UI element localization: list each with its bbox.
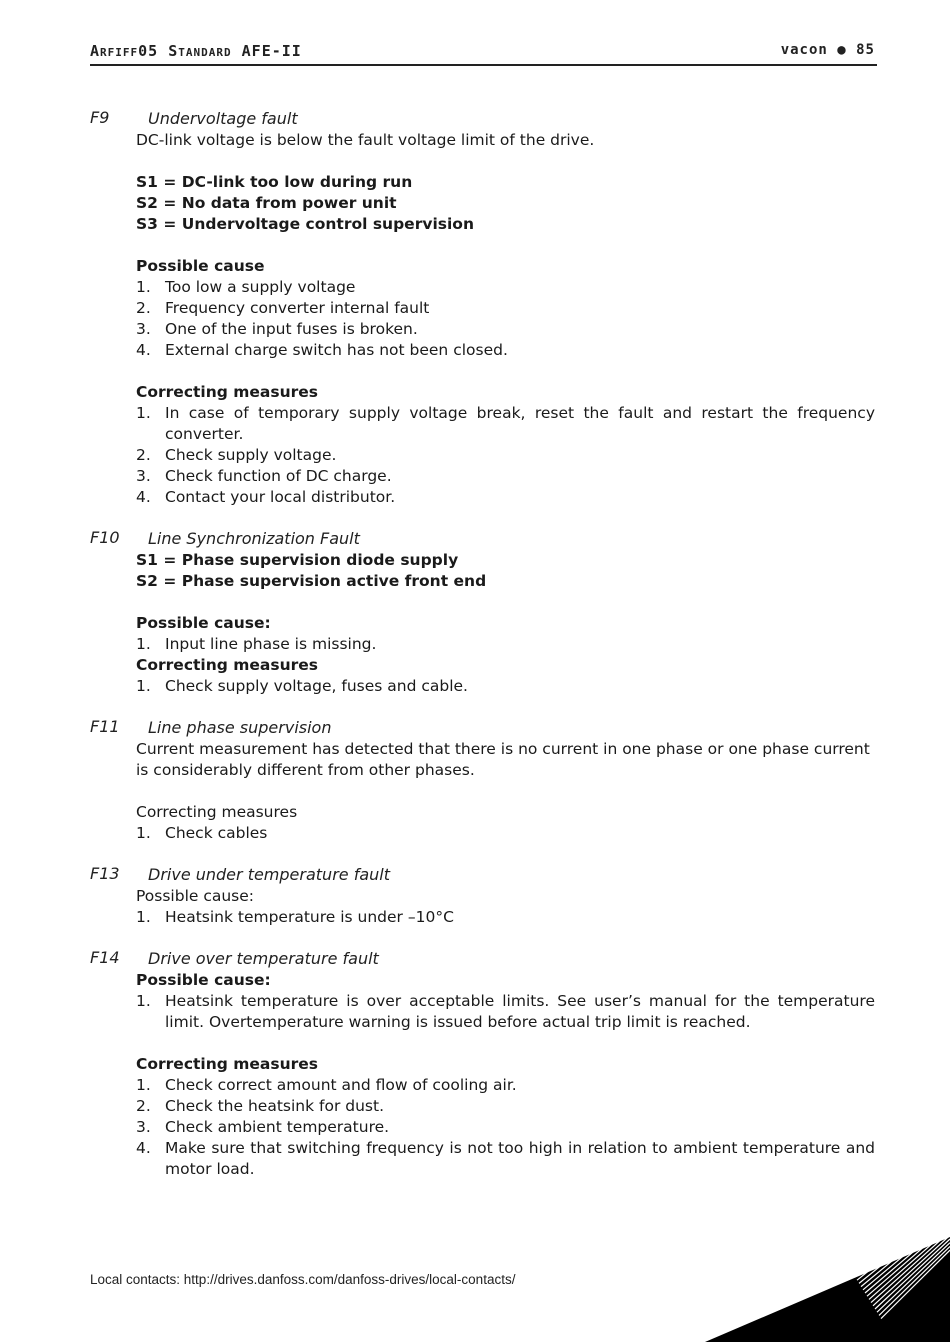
list-item-text: In case of temporary supply voltage break, reset the fault and restart the frequency converter.	[165, 404, 875, 443]
paragraph: Correcting measures	[136, 803, 298, 821]
list-item-text: Check function of DC charge.	[165, 467, 392, 485]
fault-body	[136, 886, 875, 928]
page-header	[90, 40, 877, 66]
list-item	[136, 1138, 875, 1180]
paragraph: DC-link voltage is below the fault voltage limit of the drive.	[136, 131, 595, 149]
list-number: 1.	[136, 908, 151, 926]
list-item	[136, 676, 875, 697]
list-item	[136, 991, 875, 1033]
spacer	[136, 235, 875, 256]
numbered-list	[136, 676, 875, 697]
numbered-list	[136, 991, 875, 1033]
list-item-text: Input line phase is missing.	[165, 635, 377, 653]
list-number: 1.	[136, 635, 151, 653]
fault-section	[90, 528, 875, 697]
bold-line: Possible cause:	[136, 971, 271, 989]
list-number: 4.	[136, 488, 151, 506]
list-item	[136, 1117, 875, 1138]
bold-line: S1 = Phase supervision diode supply	[136, 551, 459, 569]
fault-title: Line phase supervision	[148, 718, 332, 737]
paragraph: Current measurement has detected that there is no current in one phase or one phase current is considerably different from other phases.	[136, 740, 870, 779]
list-item-text: Too low a supply voltage	[165, 278, 356, 296]
list-item	[136, 298, 875, 319]
fault-list	[90, 108, 875, 1200]
list-item-text: External charge switch has not been closed.	[165, 341, 508, 359]
spacer	[136, 151, 875, 172]
fault-code: F11	[90, 717, 120, 736]
fault-body	[136, 739, 875, 844]
numbered-list	[136, 907, 875, 928]
fault-section	[90, 864, 875, 928]
list-item-text: Check ambient temperature.	[165, 1118, 390, 1136]
list-number: 4.	[136, 1139, 151, 1157]
list-number: 1.	[136, 824, 151, 842]
list-number: 1.	[136, 1076, 151, 1094]
footer-contacts: Local contacts: http://drives.danfoss.com/danfoss-drives/local-contacts/	[90, 1272, 516, 1287]
list-item-text: Heatsink temperature is under –10°C	[165, 908, 454, 926]
spacer	[136, 592, 875, 613]
list-item	[136, 1096, 875, 1117]
numbered-list	[136, 1075, 875, 1180]
document-title: Arfiff05 Standard AFE-II	[90, 42, 302, 60]
list-item-text: Heatsink temperature is over acceptable limits. See user’s manual for the temperature limit. Overtemperature warning is issued before actual trip limit is reached.	[165, 992, 875, 1031]
fault-section	[90, 717, 875, 844]
list-item-text: Contact your local distributor.	[165, 488, 396, 506]
spacer	[136, 1033, 875, 1054]
list-item	[136, 445, 875, 466]
numbered-list	[136, 403, 875, 508]
paragraph: Possible cause:	[136, 887, 255, 905]
fault-section	[90, 108, 875, 508]
list-number: 2.	[136, 446, 151, 464]
numbered-list	[136, 634, 875, 655]
list-item	[136, 277, 875, 298]
list-item-text: Check the heatsink for dust.	[165, 1097, 384, 1115]
bold-line: Correcting measures	[136, 1055, 319, 1073]
spacer	[136, 361, 875, 382]
list-number: 1.	[136, 404, 151, 422]
list-number: 3.	[136, 320, 151, 338]
list-number: 3.	[136, 1118, 151, 1136]
numbered-list	[136, 823, 875, 844]
list-number: 4.	[136, 341, 151, 359]
fault-code: F10	[90, 528, 120, 547]
list-number: 3.	[136, 467, 151, 485]
corner-decoration	[705, 1197, 950, 1342]
list-number: 1.	[136, 677, 151, 695]
list-item-text: Check supply voltage, fuses and cable.	[165, 677, 468, 695]
list-item	[136, 340, 875, 361]
fault-title: Drive over temperature fault	[148, 949, 379, 968]
list-item	[136, 907, 875, 928]
fault-title: Line Synchronization Fault	[148, 529, 360, 548]
list-item-text: Make sure that switching frequency is not too high in relation to ambient temperature and motor load.	[165, 1139, 875, 1178]
fault-title: Drive under temperature fault	[148, 865, 390, 884]
list-item	[136, 319, 875, 340]
list-number: 1.	[136, 278, 151, 296]
bold-line: Possible cause	[136, 257, 265, 275]
fault-code: F13	[90, 864, 120, 883]
list-item-text: One of the input fuses is broken.	[165, 320, 418, 338]
list-item	[136, 403, 875, 445]
bold-line: Correcting measures	[136, 656, 319, 674]
list-item	[136, 634, 875, 655]
fault-body	[136, 550, 875, 697]
list-number: 2.	[136, 299, 151, 317]
fault-section	[90, 948, 875, 1180]
list-item	[136, 487, 875, 508]
fault-body	[136, 130, 875, 508]
spacer	[136, 781, 875, 802]
list-item-text: Check supply voltage.	[165, 446, 337, 464]
list-item-text: Check correct amount and flow of cooling air.	[165, 1076, 517, 1094]
list-item	[136, 1075, 875, 1096]
fault-code: F9	[90, 108, 110, 127]
list-item-text: Frequency converter internal fault	[165, 299, 430, 317]
list-item	[136, 466, 875, 487]
bold-line: S1 = DC-link too low during run	[136, 173, 413, 191]
bold-line: S2 = No data from power unit	[136, 194, 397, 212]
list-item	[136, 823, 875, 844]
brand-page-number: vacon ● 85	[780, 42, 875, 58]
fault-code: F14	[90, 948, 120, 967]
bold-line: Correcting measures	[136, 383, 319, 401]
bold-line: Possible cause:	[136, 614, 271, 632]
list-number: 1.	[136, 992, 151, 1010]
list-item-text: Check cables	[165, 824, 268, 842]
fault-title: Undervoltage fault	[148, 109, 298, 128]
list-number: 2.	[136, 1097, 151, 1115]
bold-line: S3 = Undervoltage control supervision	[136, 215, 474, 233]
fault-body	[136, 970, 875, 1180]
bold-line: S2 = Phase supervision active front end	[136, 572, 487, 590]
numbered-list	[136, 277, 875, 361]
